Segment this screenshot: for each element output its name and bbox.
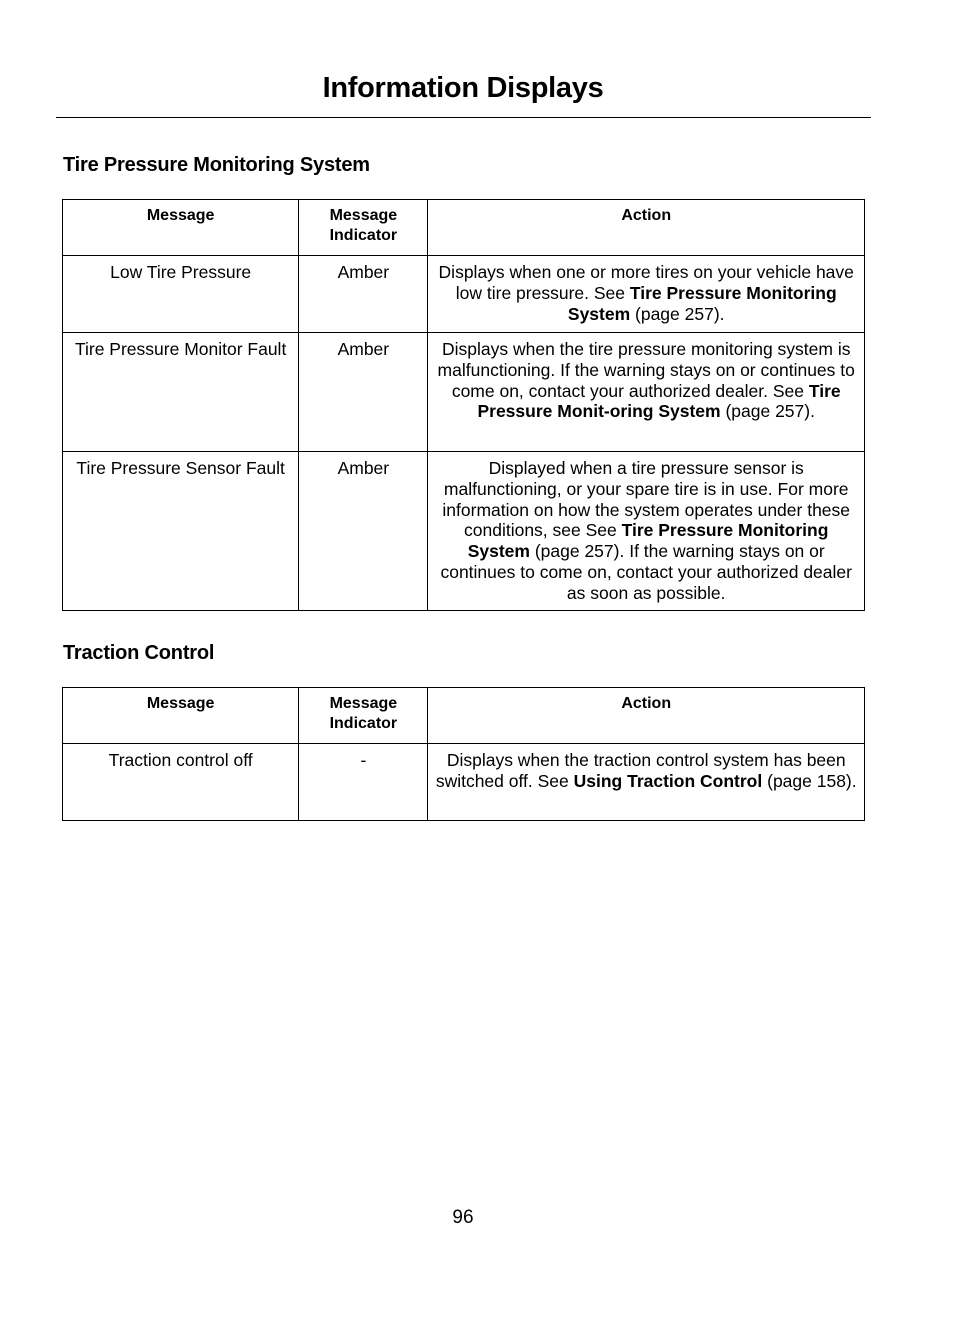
cross-reference-link: Tire Pressure Monit-oring System xyxy=(477,380,841,422)
action-text: Displays when the traction control system has been switched off. See xyxy=(435,750,846,791)
action-text: Displays when one or more tires on your vehicle have low tire pressure. See xyxy=(438,262,854,303)
message-cell: Tire Pressure Sensor Fault xyxy=(63,452,299,611)
column-header-action: Action xyxy=(428,688,865,744)
page-title: Information Displays xyxy=(322,72,604,104)
column-header-message: Message xyxy=(63,200,299,256)
indicator-cell: - xyxy=(299,744,428,821)
action-cell xyxy=(428,256,865,333)
action-text: (page 158). xyxy=(762,770,857,791)
title-divider xyxy=(56,117,871,118)
table-header-row xyxy=(63,688,865,744)
table-row xyxy=(63,333,865,452)
action-cell xyxy=(428,452,865,611)
traction-table xyxy=(62,687,865,821)
action-text: Displayed when a tire pressure sensor is malfunctioning, or your spare tire is in use. For more information on how the system operates under these conditions, see See xyxy=(442,458,851,541)
action-text: (page 257). If the warning stays on or continues to come on, contact your authorized dealer as soon as possible. xyxy=(440,541,852,603)
action-text: Displays when the tire pressure monitoring system is malfunctioning. If the warning stays on or continues to come on, contact your authorized dealer. See xyxy=(437,339,855,401)
message-cell: Tire Pressure Monitor Fault xyxy=(63,333,299,452)
cross-reference-link: Using Traction Control xyxy=(573,770,763,791)
action-text: (page 257). xyxy=(630,303,725,324)
section-heading-tpms: Tire Pressure Monitoring System xyxy=(63,154,370,176)
column-header-action: Action xyxy=(428,200,865,256)
table-row xyxy=(63,452,865,611)
message-cell: Low Tire Pressure xyxy=(63,256,299,333)
tpms-table xyxy=(62,199,865,611)
column-header-indicator: Message Indicator xyxy=(299,200,428,256)
action-cell xyxy=(428,744,865,821)
action-cell xyxy=(428,333,865,452)
indicator-cell: Amber xyxy=(299,452,428,611)
cross-reference-link: Tire Pressure Monitoring System xyxy=(467,520,829,562)
column-header-indicator: Message Indicator xyxy=(299,688,428,744)
column-header-message: Message xyxy=(63,688,299,744)
page-number: 96 xyxy=(452,1207,474,1228)
cross-reference-link: Tire Pressure Monitoring System xyxy=(567,282,837,324)
table-row xyxy=(63,256,865,333)
section-heading-traction: Traction Control xyxy=(63,642,215,664)
action-text: (page 257). xyxy=(720,401,815,422)
table-row xyxy=(63,744,865,821)
table-header-row xyxy=(63,200,865,256)
indicator-cell: Amber xyxy=(299,256,428,333)
message-cell: Traction control off xyxy=(63,744,299,821)
indicator-cell: Amber xyxy=(299,333,428,452)
